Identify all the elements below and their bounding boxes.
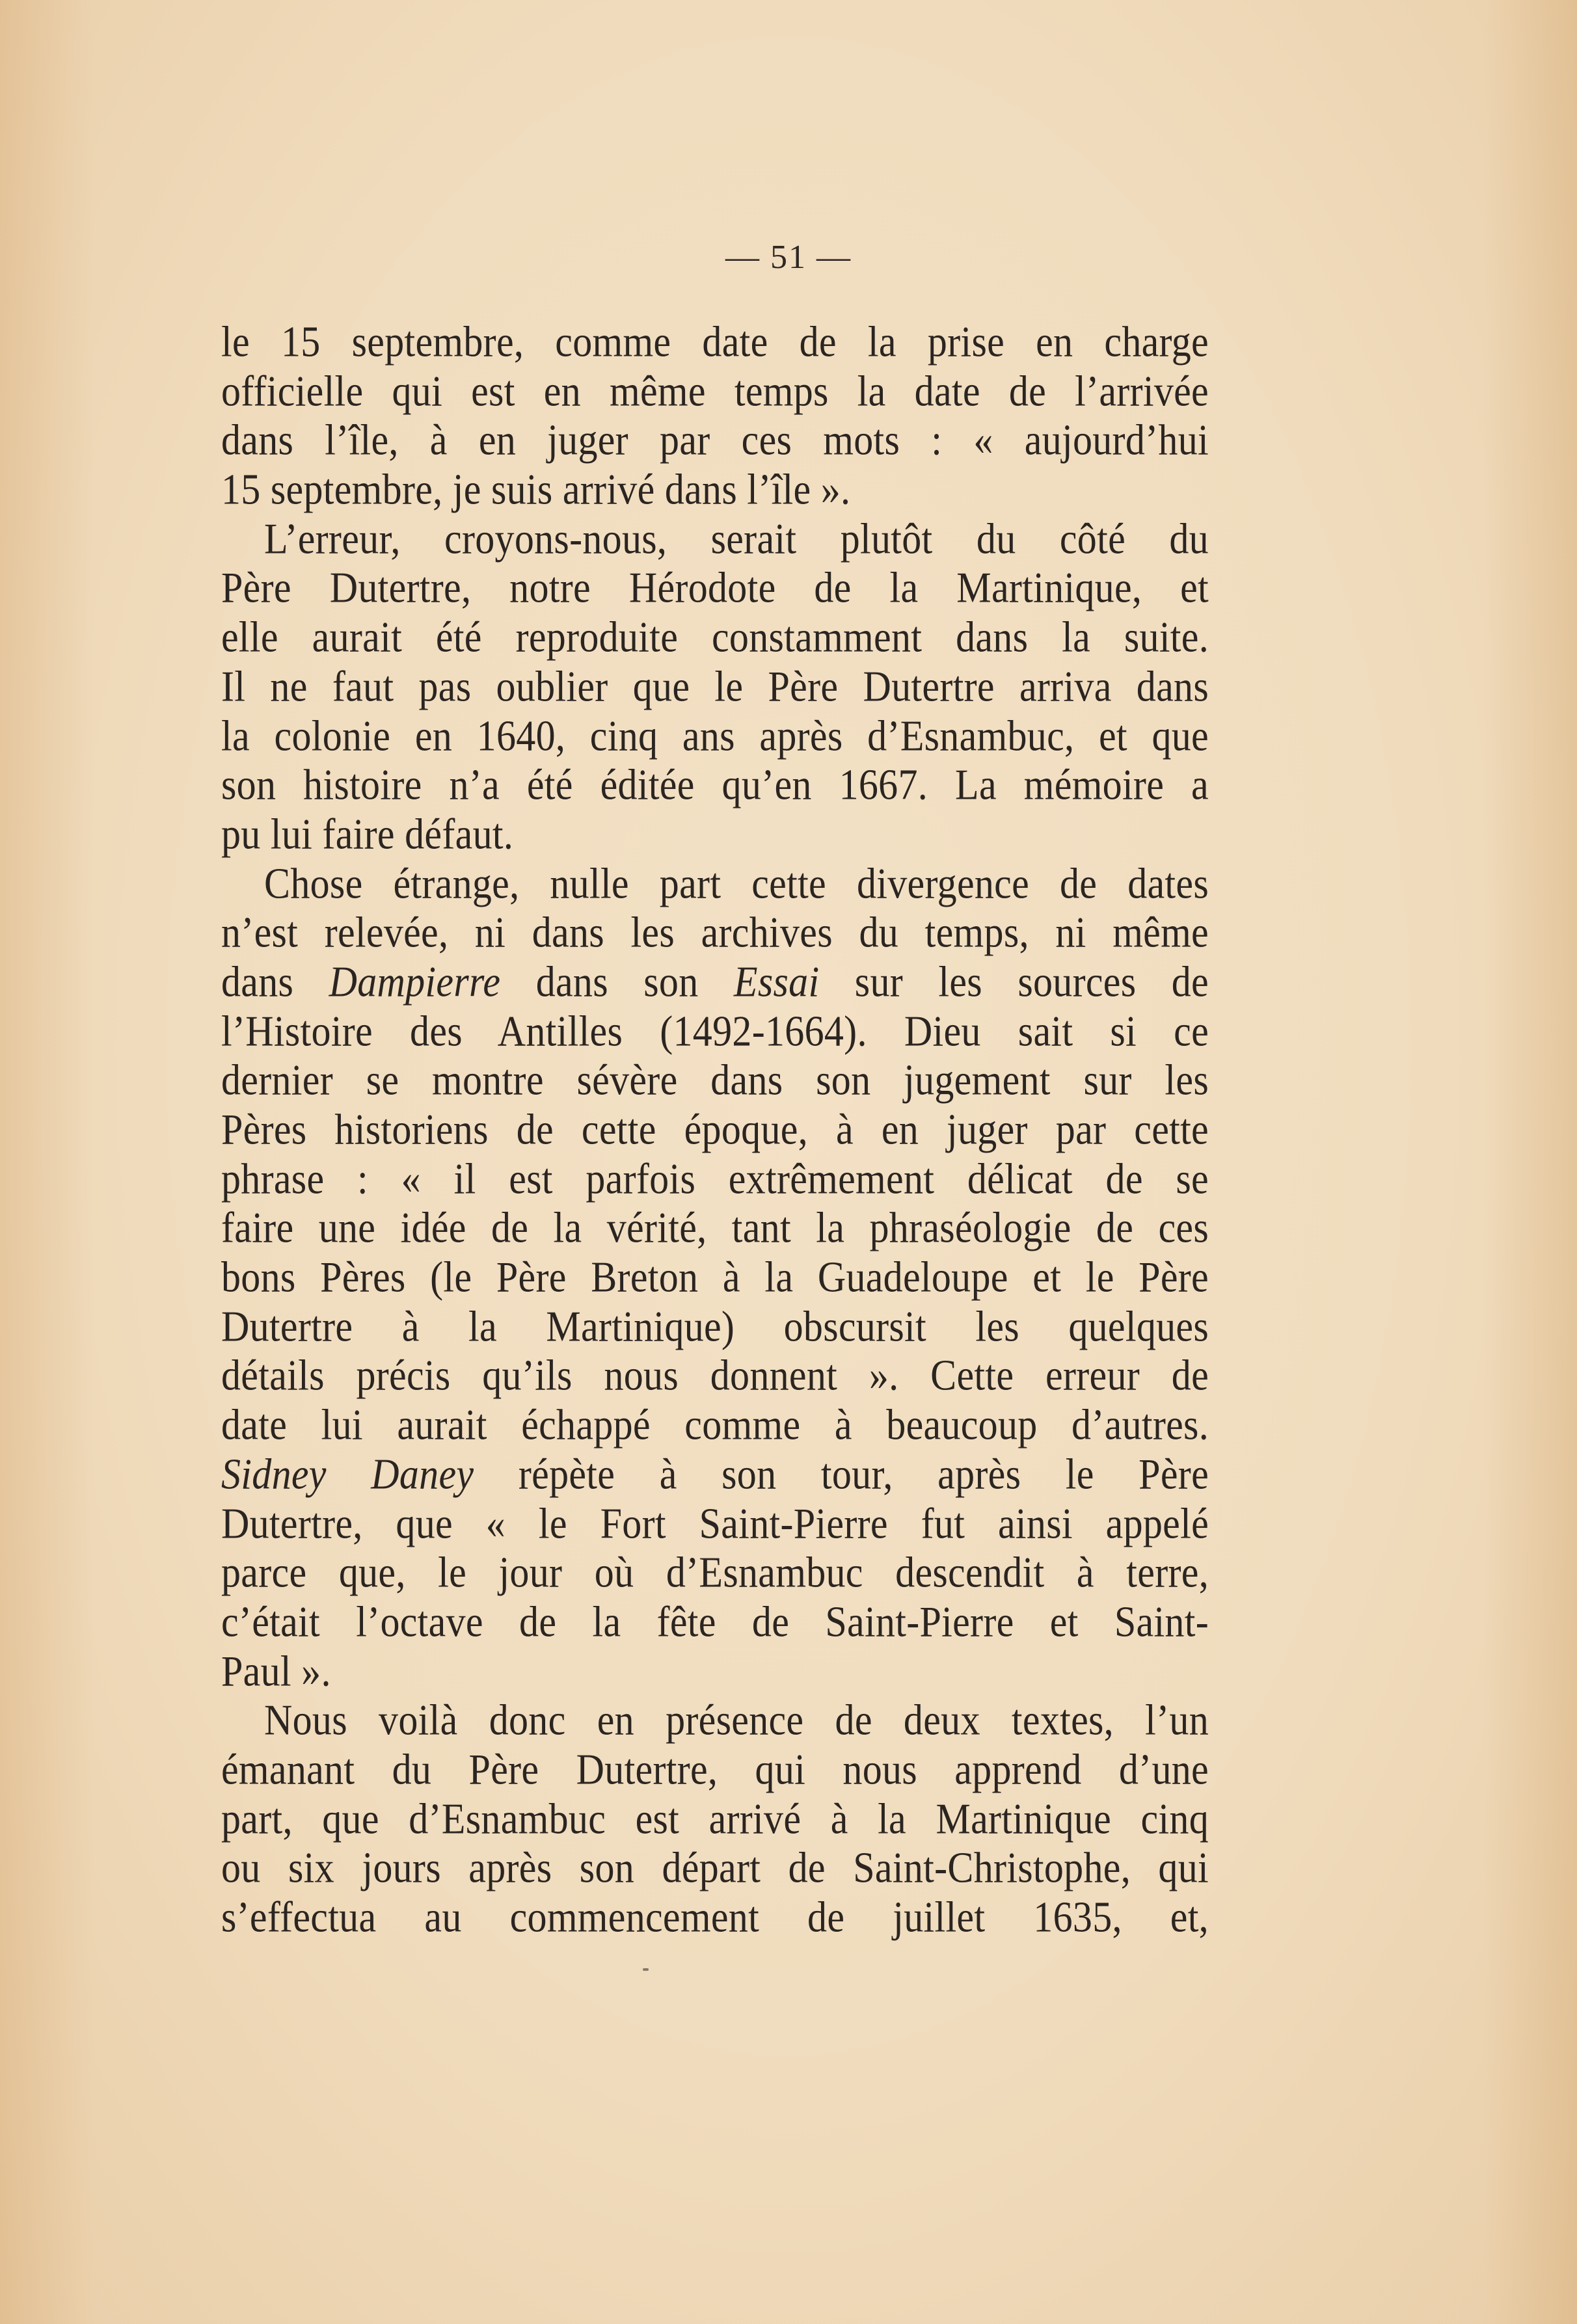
text-line: n’est relevée, ni dans les archives du temps, ni même: [221, 908, 1209, 957]
text-line: la colonie en 1640, cinq ans après d’Esnambuc, et que: [221, 711, 1209, 760]
text-line: part, que d’Esnambuc est arrivé à la Martinique cinq: [221, 1794, 1209, 1843]
text-line: [221, 954, 1209, 1009]
text-segment: sur les sources de: [819, 957, 1209, 1006]
text-line: date lui aurait échappé comme à beaucoup d’autres.: [221, 1400, 1209, 1449]
italic-citation: Sidney Daney: [221, 1449, 474, 1498]
italic-citation: Essai: [733, 957, 820, 1006]
page-number: — 51 —: [725, 239, 852, 276]
text-line: émanant du Père Dutertre, qui nous apprend d’une: [221, 1744, 1209, 1793]
text-line: phrase : « il est parfois extrêmement délicat de se: [221, 1154, 1209, 1203]
text-line: ou six jours après son départ de Saint-Christophe, qui: [221, 1843, 1209, 1892]
text-line: Paul ».: [221, 1646, 331, 1695]
text-segment: dans son: [500, 957, 734, 1006]
text-line: s’effectua au commencement de juillet 1635, et,: [221, 1892, 1209, 1941]
paragraph-first-line: Nous voilà donc en présence de deux textes, l’un: [264, 1696, 1209, 1744]
text-line: Il ne faut pas oublier que le Père Dutertre arriva dans: [221, 661, 1209, 710]
text-line: c’était l’octave de la fête de Saint-Pierre et Saint-: [221, 1597, 1209, 1646]
text-line: [221, 1447, 1209, 1502]
body-text: [221, 317, 1209, 1942]
text-line: Père Dutertre, notre Hérodote de la Martinique, et: [221, 563, 1209, 612]
text-line: Dutertre à la Martinique) obscursit les quelques: [221, 1302, 1209, 1350]
text-line: officielle qui est en même temps la date de l’arrivée: [221, 366, 1209, 415]
italic-citation: Dampierre: [329, 957, 501, 1006]
text-segment: dans: [221, 957, 329, 1006]
text-line: 15 septembre, je suis arrivé dans l’île ».: [221, 465, 851, 513]
text-line: dans l’île, à en juger par ces mots : « aujourd’hui: [221, 416, 1209, 464]
text-line: détails précis qu’ils nous donnent ». Cette erreur de: [221, 1351, 1209, 1400]
text-line: elle aurait été reproduite constamment dans la suite.: [221, 613, 1209, 661]
text-line: bons Pères (le Père Breton à la Guadeloupe et le Père: [221, 1253, 1209, 1301]
text-line: pu lui faire défaut.: [221, 809, 514, 858]
text-line: son histoire n’a été éditée qu’en 1667. La mémoire a: [221, 760, 1209, 809]
print-speck: [643, 1968, 649, 1971]
text-segment: répète à son tour, après le Père: [474, 1449, 1209, 1498]
text-line: dernier se montre sévère dans son jugement sur les: [221, 1056, 1209, 1104]
text-line: faire une idée de la vérité, tant la phraséologie de ces: [221, 1203, 1209, 1252]
text-line: le 15 septembre, comme date de la prise en charge: [221, 317, 1209, 366]
paragraph-first-line: L’erreur, croyons-nous, serait plutôt du côté du: [264, 514, 1209, 563]
text-line: l’Histoire des Antilles (1492-1664). Dieu sait si ce: [221, 1006, 1209, 1055]
text-line: parce que, le jour où d’Esnambuc descendit à terre,: [221, 1548, 1209, 1597]
paragraph-first-line: Chose étrange, nulle part cette divergence de dates: [264, 859, 1209, 907]
text-line: Pères historiens de cette époque, à en juger par cette: [221, 1104, 1209, 1153]
text-line: Dutertre, que « le Fort Saint-Pierre fut ainsi appelé: [221, 1499, 1209, 1547]
